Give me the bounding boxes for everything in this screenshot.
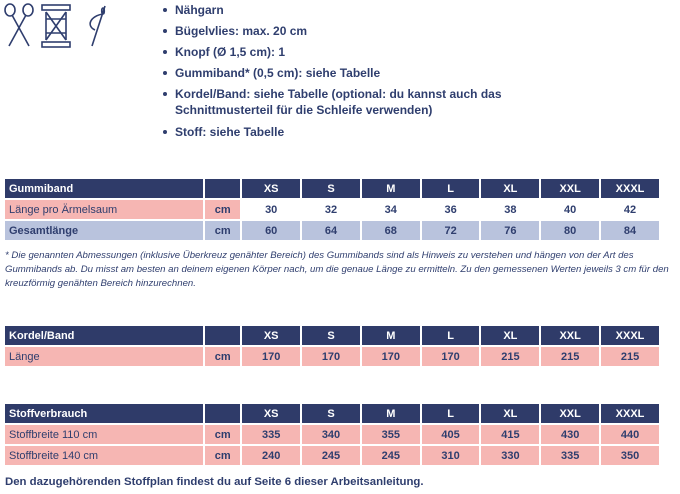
- value-cell: 240: [242, 446, 300, 465]
- table-row: [5, 200, 659, 219]
- table-title: Stoffverbrauch: [5, 404, 203, 423]
- value-cell: 405: [422, 425, 480, 444]
- value-cell: 64: [302, 221, 360, 240]
- size-header: M: [362, 179, 420, 198]
- size-header: XXL: [541, 326, 599, 345]
- value-cell: 170: [242, 347, 300, 366]
- size-header: XXL: [541, 179, 599, 198]
- size-header: L: [422, 179, 480, 198]
- gummiband-footnote: * Die genannten Abmessungen (inklusive Überkreuz genähter Bereich) des Gummibands sind als Hinweis zu verstehen und hängen von der Art des Gummibands ab. Du misst am besten an deinem eigenen Körper nach, um die genaue Länge zu ermitteln. Zu den gemessenen Werten jeweils 3 cm für den kreuzförmig genähten Bereich hinzurechnen.: [5, 250, 669, 289]
- size-header: L: [422, 326, 480, 345]
- thread-spool-icon: [42, 5, 70, 47]
- material-item: Gummiband* (0,5 cm): siehe Tabelle: [163, 65, 535, 81]
- table-title: Kordel/Band: [5, 326, 203, 345]
- size-header: XXXL: [601, 326, 659, 345]
- size-header: XL: [481, 326, 539, 345]
- table-title: Gummiband: [5, 179, 203, 198]
- size-header: XS: [242, 404, 300, 423]
- value-cell: 335: [541, 446, 599, 465]
- table-row: [5, 347, 659, 366]
- unit-header: [205, 179, 240, 198]
- material-item: Kordel/Band: siehe Tabelle (optional: du kannst auch das Schnittmusterteil für die Schleife verwenden): [163, 86, 535, 118]
- value-cell: 72: [422, 221, 480, 240]
- table-row: [5, 221, 659, 240]
- value-cell: 335: [242, 425, 300, 444]
- value-cell: 76: [481, 221, 539, 240]
- row-label: Gesamtlänge: [5, 221, 203, 240]
- value-cell: 170: [302, 347, 360, 366]
- value-cell: 38: [481, 200, 539, 219]
- unit-cell: cm: [205, 221, 240, 240]
- size-header: M: [362, 404, 420, 423]
- table-header-row: [5, 326, 659, 345]
- unit-header: [205, 404, 240, 423]
- value-cell: 215: [601, 347, 659, 366]
- value-cell: 430: [541, 425, 599, 444]
- material-item: Nähgarn: [163, 2, 535, 18]
- value-cell: 34: [362, 200, 420, 219]
- value-cell: 170: [422, 347, 480, 366]
- value-cell: 36: [422, 200, 480, 219]
- value-cell: 68: [362, 221, 420, 240]
- materials-list: [163, 2, 535, 145]
- value-cell: 30: [242, 200, 300, 219]
- size-header: M: [362, 326, 420, 345]
- value-cell: 40: [541, 200, 599, 219]
- value-cell: 245: [362, 446, 420, 465]
- size-header: XXXL: [601, 179, 659, 198]
- material-item: Knopf (Ø 1,5 cm): 1: [163, 44, 535, 60]
- unit-header: [205, 326, 240, 345]
- size-header: S: [302, 326, 360, 345]
- size-header: S: [302, 179, 360, 198]
- needle-icon: [90, 6, 105, 46]
- size-header: XS: [242, 179, 300, 198]
- row-label: Stoffbreite 140 cm: [5, 446, 203, 465]
- sewing-tools-icons: [2, 2, 112, 50]
- material-item: Bügelvlies: max. 20 cm: [163, 23, 535, 39]
- value-cell: 170: [362, 347, 420, 366]
- value-cell: 42: [601, 200, 659, 219]
- value-cell: 310: [422, 446, 480, 465]
- scissors-icon: [5, 4, 33, 46]
- size-header: XL: [481, 179, 539, 198]
- unit-cell: cm: [205, 347, 240, 366]
- value-cell: 245: [302, 446, 360, 465]
- table-row: [5, 446, 659, 465]
- value-cell: 340: [302, 425, 360, 444]
- stoff-table: [3, 402, 661, 467]
- value-cell: 415: [481, 425, 539, 444]
- value-cell: 330: [481, 446, 539, 465]
- value-cell: 84: [601, 221, 659, 240]
- gummiband-table: [3, 177, 661, 242]
- row-label: Stoffbreite 110 cm: [5, 425, 203, 444]
- size-header: XXXL: [601, 404, 659, 423]
- value-cell: 215: [541, 347, 599, 366]
- table-row: [5, 425, 659, 444]
- unit-cell: cm: [205, 200, 240, 219]
- kordel-table: [3, 324, 661, 368]
- size-header: XS: [242, 326, 300, 345]
- value-cell: 350: [601, 446, 659, 465]
- value-cell: 355: [362, 425, 420, 444]
- row-label: Länge: [5, 347, 203, 366]
- table-header-row: [5, 179, 659, 198]
- value-cell: 60: [242, 221, 300, 240]
- size-header: S: [302, 404, 360, 423]
- table-header-row: [5, 404, 659, 423]
- unit-cell: cm: [205, 425, 240, 444]
- material-item: Stoff: siehe Tabelle: [163, 124, 535, 140]
- size-header: XXL: [541, 404, 599, 423]
- value-cell: 215: [481, 347, 539, 366]
- size-header: L: [422, 404, 480, 423]
- stoffplan-note: Den dazugehörenden Stoffplan findest du auf Seite 6 dieser Arbeitsanleitung.: [5, 476, 424, 488]
- value-cell: 440: [601, 425, 659, 444]
- row-label: Länge pro Ärmelsaum: [5, 200, 203, 219]
- value-cell: 32: [302, 200, 360, 219]
- value-cell: 80: [541, 221, 599, 240]
- unit-cell: cm: [205, 446, 240, 465]
- size-header: XL: [481, 404, 539, 423]
